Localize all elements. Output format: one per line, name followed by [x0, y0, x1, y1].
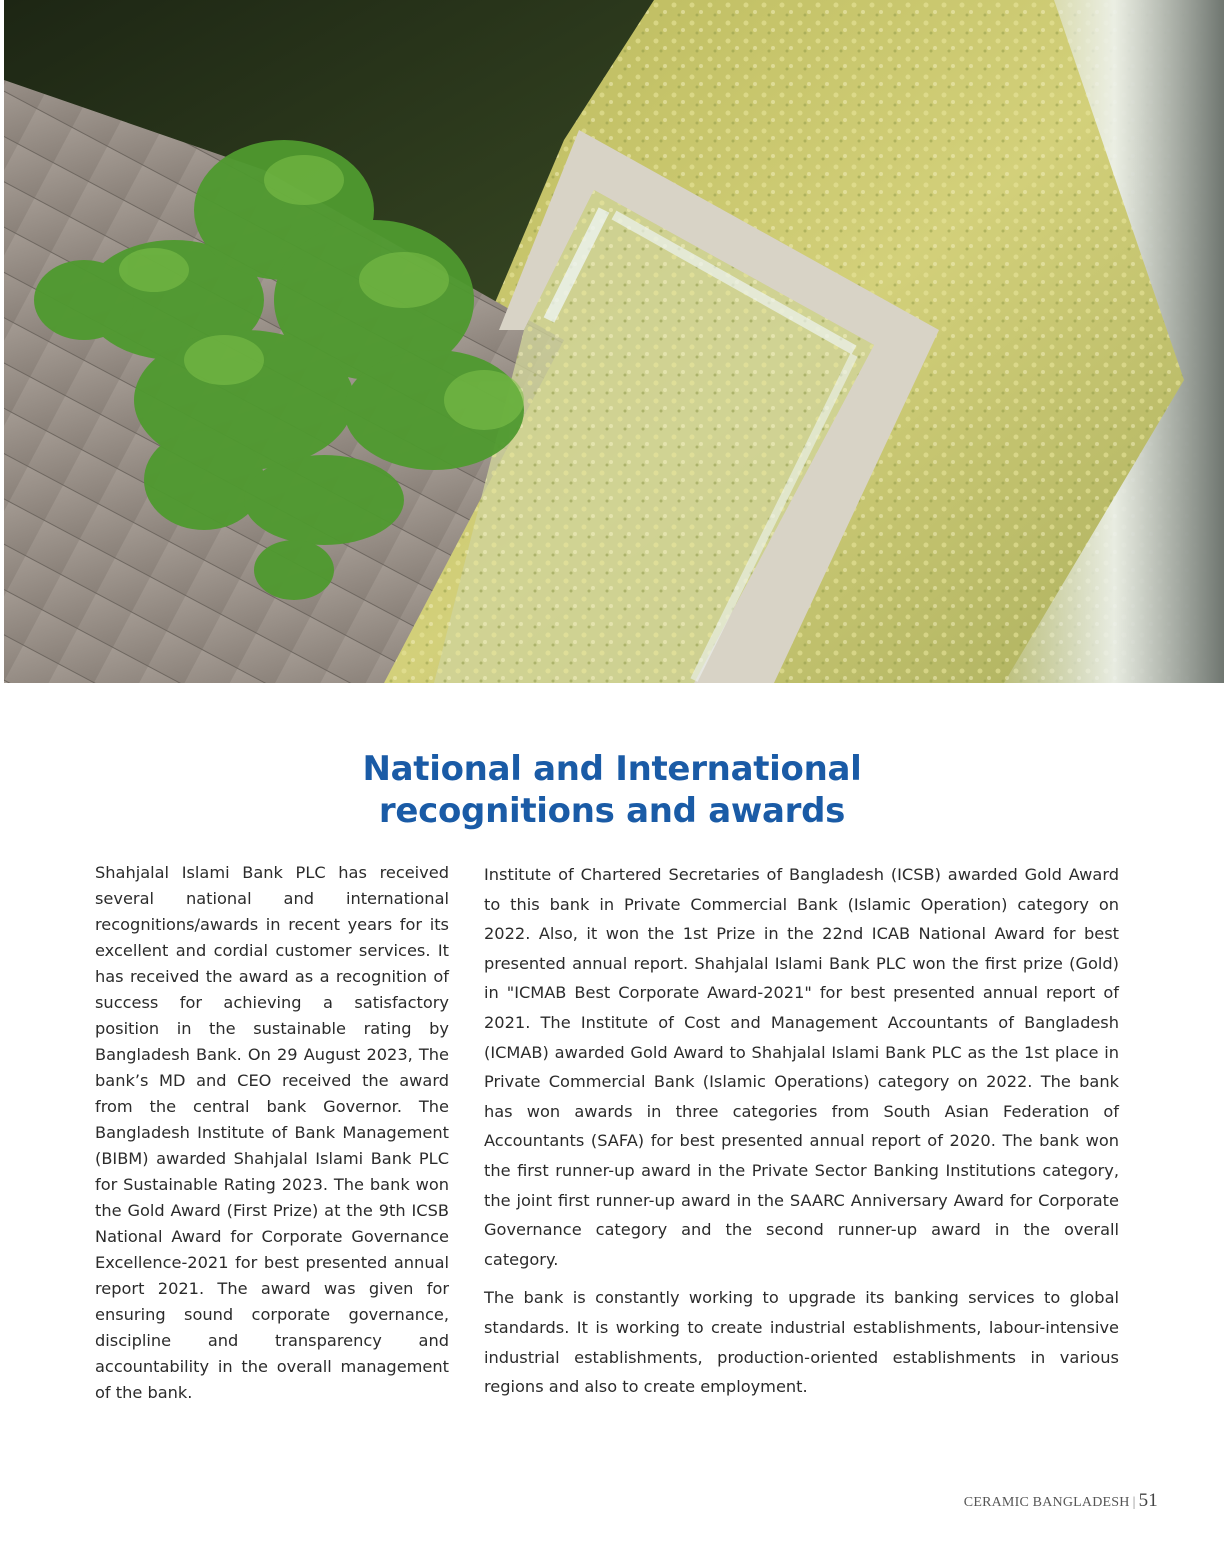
left-paragraph: Shahjalal Islami Bank PLC has received several national and international recognitions/awards in recent years for its excellent and cordial customer services. It has received the award as a recognition of success for achieving a satisfactory position in the sustainable rating by Bangladesh Bank. On 29 August 2023, The bank’s MD and CEO received the award from the central bank Governor. The Bangladesh Institute of Bank Management (BIBM) awarded Shahjalal Islami Bank PLC for Sustainable Rating 2023. The bank won the Gold Award (First Prize) at the 9th ICSB National Award for Corporate Governance Excellence-2021 for best presented annual report 2021. The award was given for ensuring sound corporate governance, discipline and transparency and accountability in the overall management of the bank.: [95, 863, 449, 1402]
hero-photo: [4, 0, 1224, 683]
page-footer: [964, 1490, 1158, 1512]
page-title: [0, 748, 1224, 832]
water-feature-photo: [4, 0, 1224, 683]
right-paragraph-2: The bank is constantly working to upgrade its banking services to global standards. It is working to create industrial establishments, labour-intensive industrial establishments, production-oriented establishments in various regions and also to create employment.: [484, 1288, 1119, 1397]
right-column: [484, 860, 1119, 1411]
right-paragraph-1: Institute of Chartered Secretaries of Bangladesh (ICSB) awarded Gold Award to this bank in Private Commercial Bank (Islamic Operation) category on 2022. Also, it won the 1st Prize in the 22nd ICAB National Award for best presented annual report. Shahjalal Islami Bank PLC won the first prize (Gold) in "ICMAB Best Corporate Award-2021" for best presented annual report of 2021. The Institute of Cost and Management Accountants of Bangladesh (ICMAB) awarded Gold Award to Shahjalal Islami Bank PLC as the 1st place in Private Commercial Bank (Islamic Operations) category on 2022. The bank has won awards in three categories from South Asian Federation of Accountants (SAFA) for best presented annual report of 2020. The bank won the first runner-up award in the Private Sector Banking Institutions category, the joint first runner-up award in the SAARC Anniversary Award for Corporate Governance category and the second runner-up award in the overall category.: [484, 865, 1119, 1269]
title-line-1: National and International: [362, 749, 862, 789]
title-line-2: recognitions and awards: [378, 791, 846, 831]
left-column: [95, 860, 449, 1415]
page-number: 51: [1138, 1490, 1158, 1511]
footer-separator: |: [1132, 1495, 1136, 1510]
publication-name: CERAMIC BANGLADESH: [963, 1495, 1130, 1510]
